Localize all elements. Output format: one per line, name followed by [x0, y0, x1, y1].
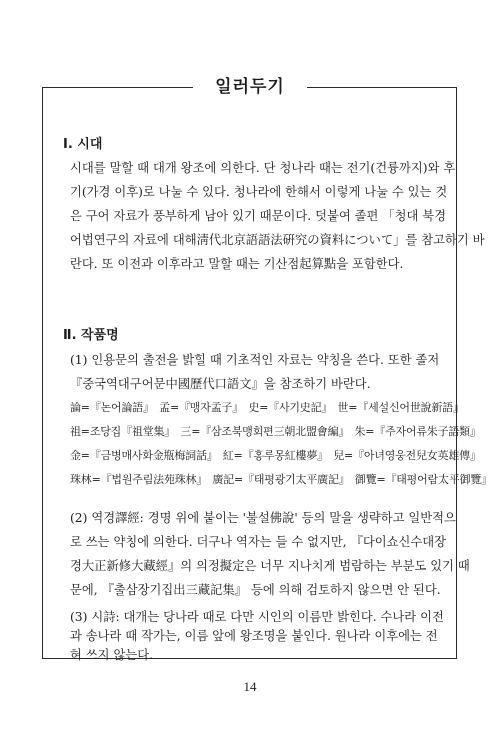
body-line: 로 쓰는 약칭에 의한다. 더구나 역자는 들 수 없지만, 『다이쇼신수대장	[70, 535, 447, 549]
abbreviation-line: 珠林=『법원주림法苑珠林』 廣記=『태평광기太平廣記』 御覽=『태평어람太平御覽』	[70, 473, 492, 486]
section-heading-era: Ⅰ. 시대	[63, 137, 103, 152]
body-line: 『중국역대구어문中國歷代口語文』을 참조하기 바란다.	[70, 377, 371, 391]
page-title: 일러두기	[193, 73, 307, 101]
body-line: 과 송나라 때 작가는, 이름 앞에 왕조명을 붙인다. 원나라 이후에는 전	[70, 629, 438, 643]
body-line: 시대를 말할 때 대개 왕조에 의한다. 단 청나라 때는 전기(건륭까지)와 후	[70, 161, 456, 175]
body-line: 란다. 또 이전과 이후라고 말할 때는 기산점起算點을 포함한다.	[70, 257, 404, 271]
body-line: 은 구어 자료가 풍부하게 남아 있기 때문이다. 덧붙여 졸편 「청대 북경	[70, 209, 447, 223]
body-line: 경大正新修大藏經』의 의정擬定은 너무 지나치게 범람하는 부분도 있기 때	[70, 559, 470, 573]
body-line: (2) 역경譯經: 경명 위에 붙이는 '불설佛說' 등의 말을 생략하고 일반적으	[70, 511, 456, 525]
body-line: 어법연구의 자료에 대해淸代北京語語法硏究の資料について」를 참고하기 바	[70, 233, 485, 247]
body-line: (1) 인용문의 출전을 밝힐 때 기초적인 자료는 약칭을 쓴다. 또한 졸저	[70, 353, 440, 367]
body-line: (3) 시詩: 대개는 당나라 때로 다만 시인의 이름만 밝힌다. 수나라 이전	[70, 610, 444, 624]
abbreviation-line: 祖=조당집『祖堂集』 三=『삼조북맹회편三朝北盟會編』 朱=『주자어류朱子語類』	[70, 425, 481, 438]
page-number: 14	[243, 679, 257, 694]
section-heading-works: Ⅱ. 작품명	[63, 328, 119, 343]
body-line: 기(가경 이후)로 나눌 수 있다. 청나라에 한해서 이렇게 나눌 수 있는 것	[70, 185, 448, 199]
abbreviation-line: 論=『논어論語』 孟=『맹자孟子』 史=『사기史記』 世=『세설신어世說新語』	[70, 401, 464, 414]
abbreviation-line: 金=『금병매사화金甁梅詞話』 紅=『홍루몽紅樓夢』 兒=『아녀영웅전兒女英雄傳』	[70, 449, 481, 462]
body-line: 문에, 『출삼장기집出三藏記集』 등에 의해 검토하지 않으면 안 된다.	[70, 583, 441, 597]
body-line: 혀 쓰지 않는다.	[70, 648, 153, 662]
